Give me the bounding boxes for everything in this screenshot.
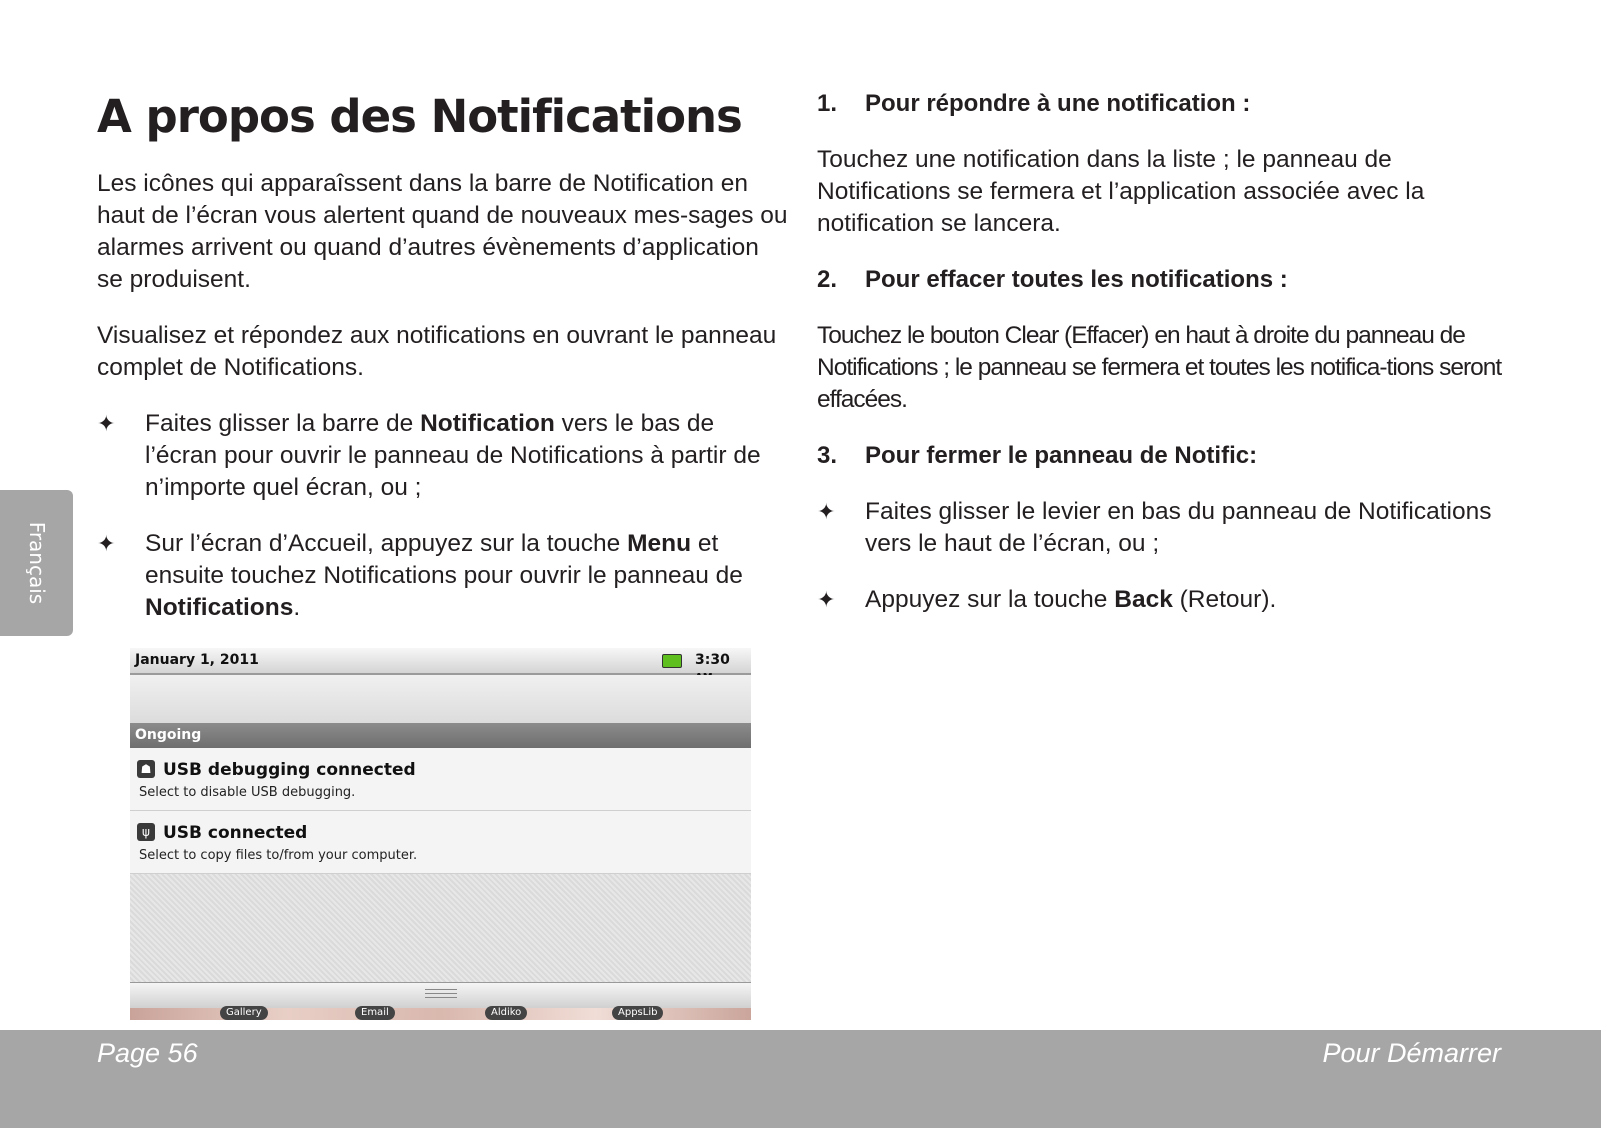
- star-bullet-icon: ✦: [97, 531, 116, 556]
- usb-icon: ψ: [137, 823, 155, 841]
- open-panel-paragraph: Visualisez et répondez aux notifications en ouvrant le panneau complet de Notifications.: [97, 322, 777, 381]
- notification-usb-debugging[interactable]: [130, 748, 751, 811]
- star-bullet-icon: ✦: [817, 499, 836, 524]
- status-time: 3:30: [695, 652, 730, 668]
- notifications-screenshot: [130, 648, 751, 1020]
- dock-app-gallery[interactable]: Gallery: [220, 1006, 268, 1020]
- bullet-back-key: ✦ Appuyez sur la touche Back (Retour).: [817, 584, 1507, 616]
- grip-icon: [425, 989, 457, 1001]
- step-3-heading: 3. Pour fermer le panneau de Notific:: [817, 442, 1258, 469]
- dock-app-aldiko[interactable]: Aldiko: [485, 1006, 527, 1020]
- ongoing-section-header: Ongoing: [130, 723, 751, 748]
- step-1-text: Touchez une notification dans la liste ; le panneau de Notifications se fermera et l’application associée avec la notification se lancera.: [817, 146, 1425, 237]
- notification-subtitle: Select to copy files to/from your computer.: [139, 848, 418, 863]
- battery-icon: [662, 654, 682, 668]
- page-title: A propos des Notifications: [97, 90, 742, 143]
- page-footer: [0, 1030, 1601, 1128]
- status-bar: [130, 648, 751, 675]
- section-name: Pour Démarrer: [1322, 1038, 1501, 1068]
- bullet-menu-key: ✦ Sur l’écran d’Accueil, appuyez sur la touche Menu et ensuite touchez Notifications pour ouvrir le panneau de Notifications.: [97, 530, 743, 621]
- step-2-text: Touchez le bouton Clear (Effacer) en haut à droite du panneau de Notifications ; le panneau se fermera et toutes les notifica-tions seront effacées.: [817, 322, 1502, 413]
- left-column: [97, 88, 789, 648]
- android-icon: ☗: [137, 760, 155, 778]
- page-number: Page 56: [97, 1038, 198, 1068]
- notification-title: USB debugging connected: [163, 760, 416, 780]
- panel-drag-handle[interactable]: [130, 982, 751, 1009]
- notification-subtitle: Select to disable USB debugging.: [139, 785, 356, 800]
- bullet-drag-bar: ✦ Faites glisser la barre de Notification vers le bas de l’écran pour ouvrir le panneau de Notifications à partir de n’importe quel écran, ou ;: [97, 410, 761, 501]
- notification-empty-area: [130, 874, 751, 982]
- dock-app-email[interactable]: Email: [355, 1006, 395, 1020]
- star-bullet-icon: ✦: [97, 411, 116, 436]
- step-1-heading: 1. Pour répondre à une notification :: [817, 90, 1251, 117]
- language-tab-label: Français: [24, 521, 49, 605]
- step-2-heading: 2. Pour effacer toutes les notifications :: [817, 266, 1288, 293]
- notification-title: USB connected: [163, 823, 308, 843]
- bullet-drag-handle: ✦ Faites glisser le levier en bas du panneau de Notifications vers le haut de l’écran, ou ;: [817, 498, 1492, 557]
- dock-app-appslib[interactable]: AppsLib: [612, 1006, 663, 1020]
- right-column: [817, 88, 1507, 640]
- home-dock: [130, 1008, 751, 1020]
- star-bullet-icon: ✦: [817, 587, 836, 612]
- notification-usb-connected[interactable]: [130, 811, 751, 874]
- status-date: January 1, 2011: [135, 652, 259, 668]
- language-tab: [0, 490, 73, 636]
- panel-header-area: [130, 675, 751, 724]
- intro-paragraph: Les icônes qui apparaîssent dans la barre de Notification en haut de l’écran vous alertent quand de nouveaux mes-sages ou alarmes arrivent ou quand d’autres évènements d’application se produisent.: [97, 170, 788, 293]
